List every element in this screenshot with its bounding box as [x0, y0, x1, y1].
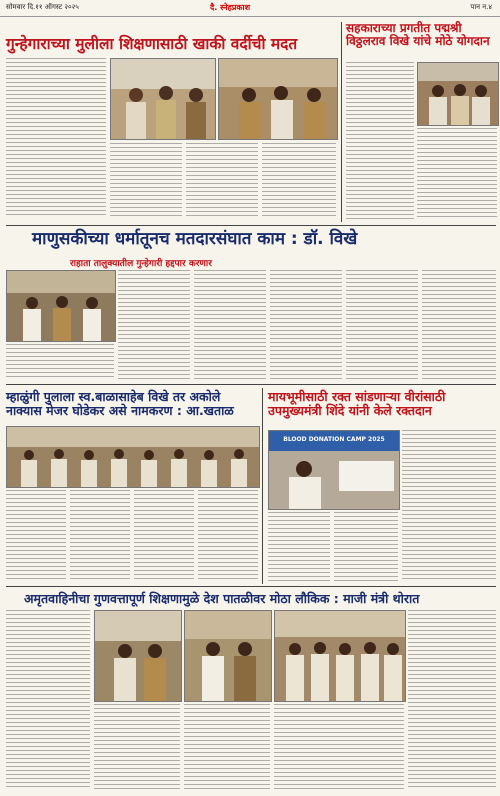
article4-photo	[6, 426, 260, 488]
article3-headline: माणुसकीच्या धर्मातूनच मतदारसंघात काम : डॉ. विखे	[32, 229, 358, 249]
article5-text-col2	[268, 512, 330, 582]
blood-donation-banner: BLOOD DONATION CAMP 2025	[283, 436, 385, 443]
article5-text-col3	[334, 512, 398, 582]
article2-headline: सहकाराच्या प्रगतीत पद्मश्री विठ्ठलराव विखे यांचे मोठे योगदान	[346, 21, 490, 49]
article4-headline: म्हाळुंगी पुलाला स्व.बाळासाहेब विखे तर अकोले नाक्यास मेजर घोडेकर असे नामकरण : आ.खताळ	[6, 389, 234, 418]
article1-text-col3	[186, 143, 258, 218]
article6-photo-1	[94, 610, 182, 702]
article6-text-col4	[184, 704, 270, 790]
article5-photo	[268, 430, 400, 510]
paper-name: दै. स्नेहप्रकाश	[210, 3, 251, 12]
article1-text-col2	[110, 143, 182, 218]
section-divider	[6, 384, 496, 385]
article1-text-col4	[262, 143, 336, 218]
article1-photo-1	[110, 58, 216, 140]
article3-text-col1	[118, 270, 190, 380]
article3-subheadline: राहाता तालुक्यातील गुन्हेगारी हद्दपार करणार	[70, 259, 212, 269]
article1-text-col1	[6, 58, 106, 218]
article4-text-col3	[134, 490, 194, 582]
article3-text-col3	[270, 270, 342, 380]
article6-text-col5	[274, 704, 404, 790]
article5-headline: मायभूमीसाठी रक्त सांडणाऱ्या वीरांसाठी उपमुख्यमंत्री शिंदे यांनी केले रक्तदान	[268, 389, 446, 418]
article1-photo-2	[218, 58, 338, 140]
article3-text-col5	[422, 270, 496, 380]
article6-headline: अमृतवाहिनीचा गुणवत्तापूर्ण शिक्षणामुळे देश पातळीवर मोठा लौकिक : माजी मंत्री थोरात	[24, 591, 420, 606]
article4-text-col2	[70, 490, 130, 582]
article3-text-col4	[346, 270, 418, 380]
article5-text-col1	[402, 430, 496, 582]
article6-text-col2	[408, 610, 496, 790]
page-header	[0, 0, 500, 17]
column-divider	[341, 22, 342, 222]
section-divider	[6, 225, 496, 226]
article1-headline: गुन्हेगाराच्या मुलीला शिक्षणासाठी खाकी वर्दीची मदत	[6, 35, 298, 53]
article6-photo-3	[274, 610, 406, 702]
article6-text-col1	[6, 610, 90, 790]
article2-text-col2	[417, 128, 497, 220]
column-divider	[262, 388, 263, 584]
article4-text-col4	[198, 490, 258, 582]
article2-text-col1	[346, 62, 414, 220]
article6-text-col3	[94, 704, 180, 790]
page-number: पान न.४	[470, 3, 492, 11]
article3-text-col2	[194, 270, 266, 380]
header-date: सोमवार दि.११ ऑगस्ट २०२५	[6, 3, 79, 11]
section-divider	[6, 586, 496, 587]
article3-text-col0	[6, 344, 114, 380]
article6-photo-2	[184, 610, 272, 702]
article3-photo	[6, 270, 116, 342]
article2-photo	[417, 62, 499, 126]
article4-text-col1	[6, 490, 66, 582]
